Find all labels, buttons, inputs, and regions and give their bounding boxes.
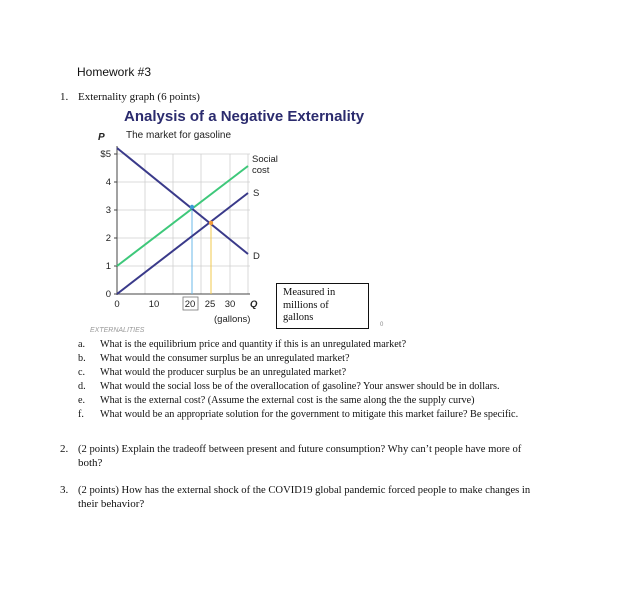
demand-label: D [253,251,260,262]
social-cost-label-line2: cost [252,165,270,176]
x-tick-labels [114,299,235,310]
measured-line-1: Measured in [283,287,336,298]
y-tick-labels [100,149,111,300]
subquestion-d-text: What would the social loss be of the overallocation of gasoline? Your answer should be in dollars. [100,381,500,392]
q-axis-label: Q [250,299,258,310]
question-3-line-2: their behavior? [78,498,145,510]
p-axis-label: P [98,132,105,143]
question-3-number: 3. [60,484,69,496]
graph-subtitle: The market for gasoline [126,130,232,141]
supply-curve [117,193,248,294]
curve-labels [252,154,278,262]
x-tick-10: 10 [148,299,160,310]
social-cost-label-line1: Social [252,154,278,165]
subquestion-c-text: What would the producer surplus be an unregulated market? [100,367,347,378]
subquestion-e-text: What is the external cost? (Assume the external cost is the same along the the supply curve) [100,395,475,406]
graph-title: Analysis of a Negative Externality [124,108,365,125]
homework-title: Homework #3 [77,65,152,79]
externalities-watermark: EXTERNALITIES [90,327,145,334]
x-tick-20: 20 [184,299,196,310]
y-tick-5: $5 [100,149,111,160]
grid [117,154,250,294]
subquestion-d-letter: d. [78,381,86,392]
y-tick-1: 1 [105,261,111,272]
y-tick-0: 0 [105,289,111,300]
question-2-line-1: (2 points) Explain the tradeoff between present and future consumption? Why can’t people have more of [78,444,522,455]
small-zero-mark: 0 [380,322,384,328]
subquestion-a-text: What is the equilibrium price and quantity if this is an unregulated market? [100,339,407,350]
measured-line-2: millions of [283,299,329,311]
y-tick-2: 2 [105,233,111,244]
measured-line-3: gallons [283,312,314,323]
supply-label: S [253,188,260,199]
subquestion-f-letter: f. [78,409,84,420]
q-units-label: (gallons) [214,314,251,325]
question-3-line-1: (2 points) How has the external shock of the COVID19 global pandemic forced people to make changes in [78,485,531,496]
subquestion-a-letter: a. [78,339,86,350]
subquestion-b-text: What would the consumer surplus be an unregulated market? [100,353,350,364]
question-2-line-2: both? [78,457,103,469]
social-cost-curve [117,166,248,266]
social-optimum-point [190,205,194,209]
x-tick-0: 0 [114,299,120,310]
question-1-text: Externality graph (6 points) [78,91,200,103]
subquestion-c-letter: c. [78,367,86,378]
x-tick-25: 25 [204,299,216,310]
y-tick-3: 3 [105,205,111,216]
y-tick-4: 4 [105,177,111,188]
subquestion-b-letter: b. [78,353,86,364]
subquestion-f-text: What would be an appropriate solution for the government to mitigate this market failure? Be specific. [100,409,519,420]
measured-in-box [276,283,369,329]
question-1-number: 1. [60,91,69,103]
market-equilibrium-point [209,221,213,225]
x-tick-30: 30 [224,299,236,310]
subquestion-e-letter: e. [78,395,86,406]
question-2-number: 2. [60,443,69,455]
